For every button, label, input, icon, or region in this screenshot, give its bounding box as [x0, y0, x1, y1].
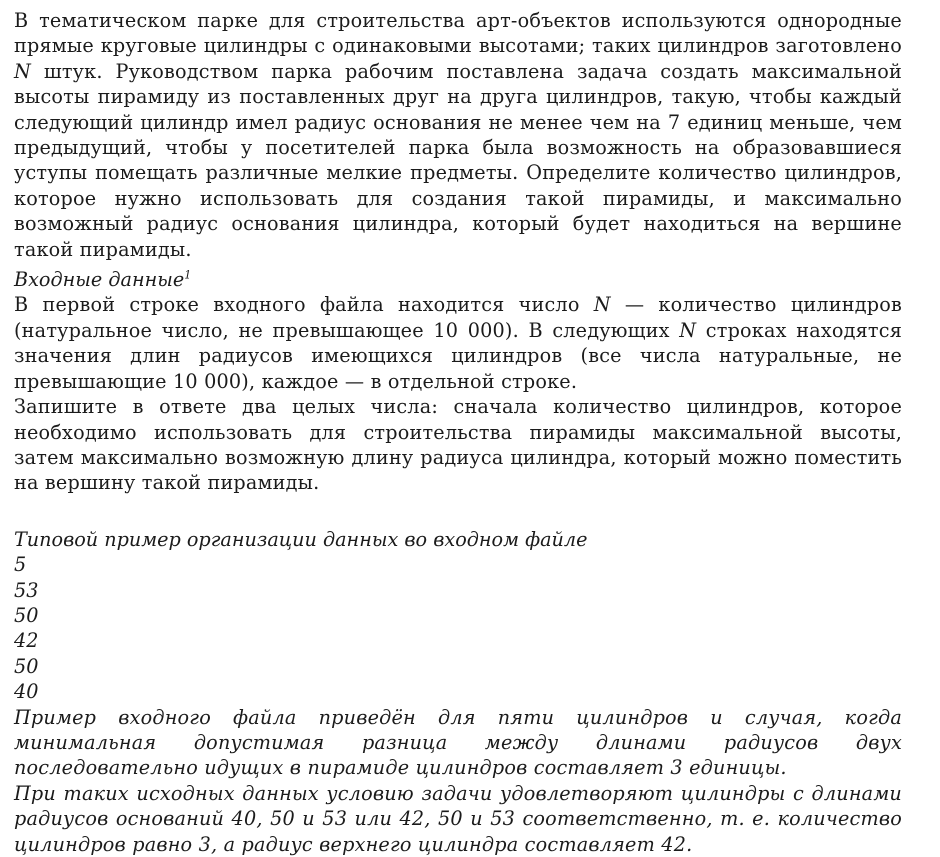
n-variable: N: [14, 59, 31, 83]
footnote-mark: 1: [184, 268, 192, 282]
problem-statement: [14, 8, 902, 262]
example-note-1: Пример входного файла приведён для пяти цилиндров и случая, когда минимальная допустимая разница между длинами радиусов двух последовательно идущих в пирамиде цилиндров составляет 3 единицы.: [14, 705, 902, 780]
example-heading: Типовой пример организации данных во входном файле: [14, 527, 588, 551]
problem-text-end: штук. Руководством парка рабочим поставлена задача создать максимальной высоты пирамиду из поставленных друг на друга цилиндров, такую, чтобы каждый следующий цилиндр имел радиус основания не менее чем на 7 единиц меньше, чем предыдущий, чтобы у посетителей парка была возможность на образовавшиеся уступы помещать различные мелкие предметы. Определите количество цилиндров, которое нужно использовать для создания такой пирамиды, и максимально возможный радиус основания цилиндра, который будет находиться на вершине такой пирамиды.: [14, 59, 902, 261]
input-text-b: — количество цилиндров (натуральное число, не превышающее 10 000). В следующих: [14, 293, 902, 342]
problem-paragraph: [14, 8, 902, 262]
n-variable: N: [593, 293, 611, 317]
input-paragraph-2: Запишите в ответе два целых числа: сначала количество цилиндров, которое необходимо использовать для строительства пирамиды максимальной высоты, затем максимально возможную длину радиуса цилиндра, который можно поместить на вершину такой пирамиды.: [14, 395, 902, 495]
example-input-line: 50: [14, 603, 39, 627]
example-note-2: При таких исходных данных условию задачи удовлетворяют цилиндры с длинами радиусов оснований 40, 50 и 53 или 42, 50 и 53 соответственно, т. е. количество цилиндров равно 3, а радиус верхнего цилиндра составляет 42.: [14, 781, 902, 856]
example-input-line: 50: [14, 654, 39, 678]
input-data-heading-text: Входные данные: [14, 268, 185, 292]
input-text-c: строках находятся значения длин радиусов имеющихся цилиндров (все числа натуральные, не превышающие 10 000), каждое — в отдельной строке.: [14, 318, 903, 393]
example-input-line: 42: [14, 629, 39, 653]
example-input-line: 40: [14, 680, 39, 704]
input-text-a: В первой строке входного файла находится число: [14, 293, 594, 317]
input-description: [14, 292, 902, 495]
input-data-heading: [14, 267, 902, 292]
input-paragraph-1: [14, 292, 902, 394]
n-variable: N: [679, 318, 697, 342]
example-input-line: 53: [14, 578, 39, 602]
problem-text-start: В тематическом парке для строительства арт-объектов используются однородные прямые круговые цилиндры с одинаковыми высотами; таких цилиндров заготовлено: [14, 9, 902, 58]
example-notes: [14, 705, 902, 857]
example-input-line: 5: [14, 553, 27, 577]
spacer: [14, 496, 902, 522]
example-input-list: [14, 552, 902, 704]
